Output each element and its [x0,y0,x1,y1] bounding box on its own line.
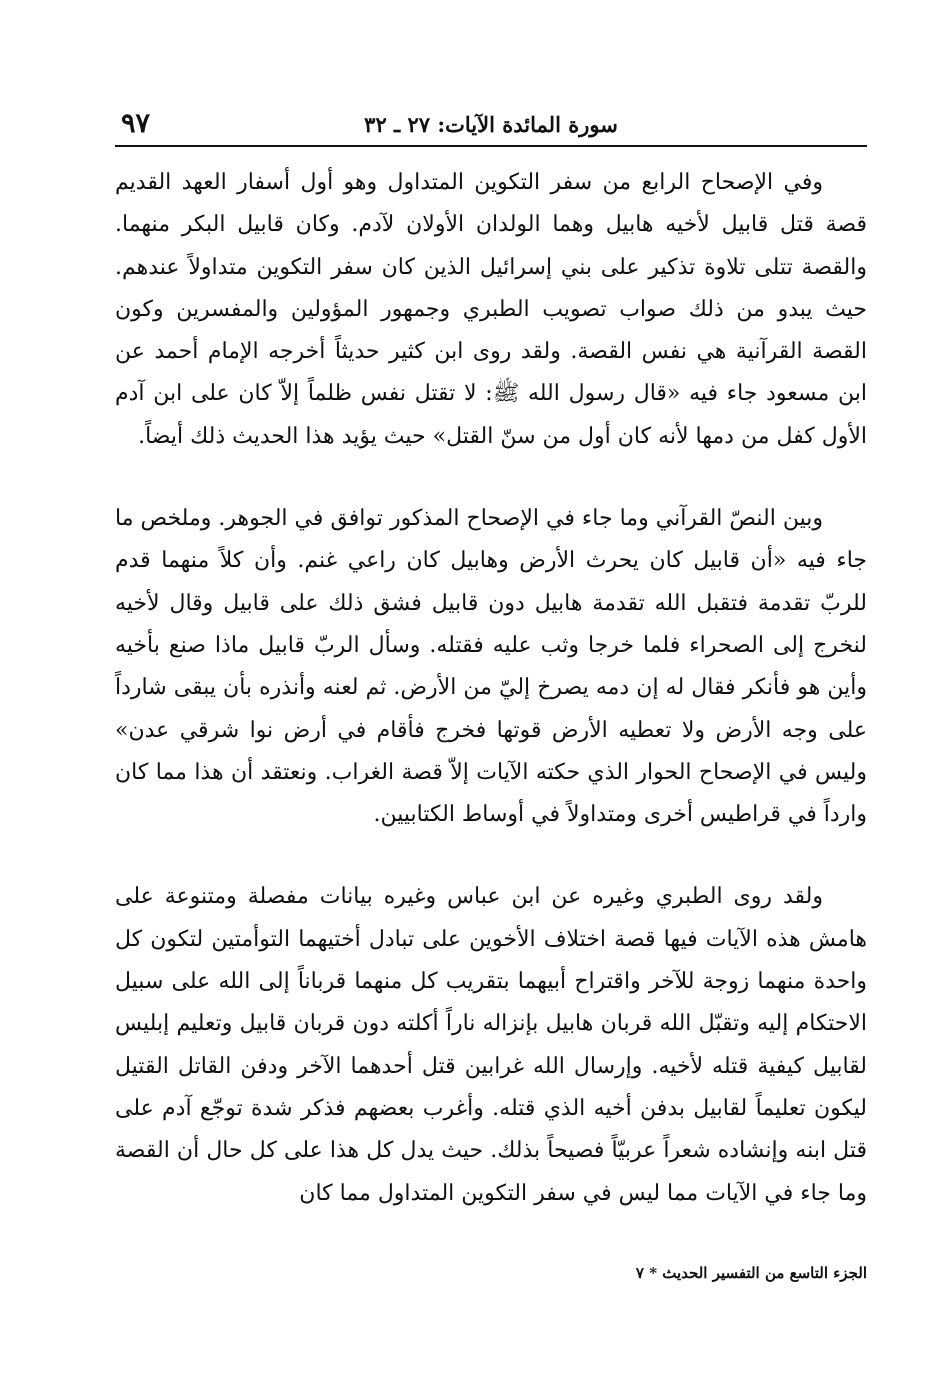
paragraph-3: ولقد روى الطبري وغيره عن ابن عباس وغيره بيانات مفصلة ومتنوعة على هامش هذه الآيات فيها قصة اختلاف الأخوين على تبادل أختيهما التوأمتين لتكون كل واحدة منهما زوجة للآخر واقتراح أبيهما بتقريب كل منهما قرباناً إلى الله على سبيل الاحتكام إليه وتقبّل الله قربان هابيل بإنزاله ناراً أكلته دون قربان قابيل وتعليم إبليس لقابيل كيفية قتله لأخيه. وإرسال الله غرابين قتل أحدهما الآخر ودفن القاتل القتيل ليكون تعليماً لقابيل بدفن أخيه الذي قتله. وأغرب بعضهم فذكر شدة توجّع آدم على قتل ابنه وإنشاده شعراً عربيّاً فصيحاً بذلك. حيث يدل كل هذا على كل حال أن القصة وما جاء في الآيات مما ليس في سفر التكوين المتداول مما كان [115,884,867,1206]
footer-signature: الجزء التاسع من التفسير الحديث * ٧ [635,1264,867,1282]
body-text [115,162,867,1215]
chapter-title: سورة المائدة الآيات: ٢٧ ـ ٣٢ [364,112,618,137]
header-rule [115,145,867,147]
running-header [115,108,867,148]
paragraph-2: وبين النصّ القرآني وما جاء في الإصحاح المذكور توافق في الجوهر. وملخص ما جاء فيه «أن قابيل كان يحرث الأرض وهابيل كان راعي غنم. وأن كلاً منهما قدم للربّ تقدمة فتقبل الله تقدمة هابيل دون قابيل فشق ذلك على قابيل وقال لأخيه لنخرج إلى الصحراء فلما خرجا وثب عليه فقتله. وسأل الربّ قابيل ماذا صنع بأخيه وأين هو فأنكر فقال له إن دمه يصرخ إليّ من الأرض. ثم لعنه وأنذره بأن يبقى شارداً على وجه الأرض ولا تعطيه الأرض قوتها فخرج فأقام في أرض نوا شرقي عدن» وليس في الإصحاح الحوار الذي حكته الآيات إلاّ قصة الغراب. ونعتقد أن هذا مما كان وارداً في قراطيس أخرى ومتداولاً في أوساط الكتابيين. [115,506,867,828]
page-number: ٩٧ [121,108,151,139]
paragraph-1: وفي الإصحاح الرابع من سفر التكوين المتداول وهو أول أسفار العهد القديم قصة قتل قابيل لأخيه هابيل وهما الولدان الأولان لآدم. وكان قابيل البكر منهما. والقصة تتلى تلاوة تذكير على بني إسرائيل الذين كان سفر التكوين متداولاً عندهم. حيث يبدو من ذلك صواب تصويب الطبري وجمهور المؤولين والمفسرين وكون القصة القرآنية هي نفس القصة. ولقد روى ابن كثير حديثاً أخرجه الإمام أحمد عن ابن مسعود جاء فيه «قال رسول الله ﷺ: لا تقتل نفس ظلماً إلاّ كان على ابن آدم الأول كفل من دمها لأنه كان أول من سنّ القتل» حيث يؤيد هذا الحديث ذلك أيضاً. [115,170,867,449]
